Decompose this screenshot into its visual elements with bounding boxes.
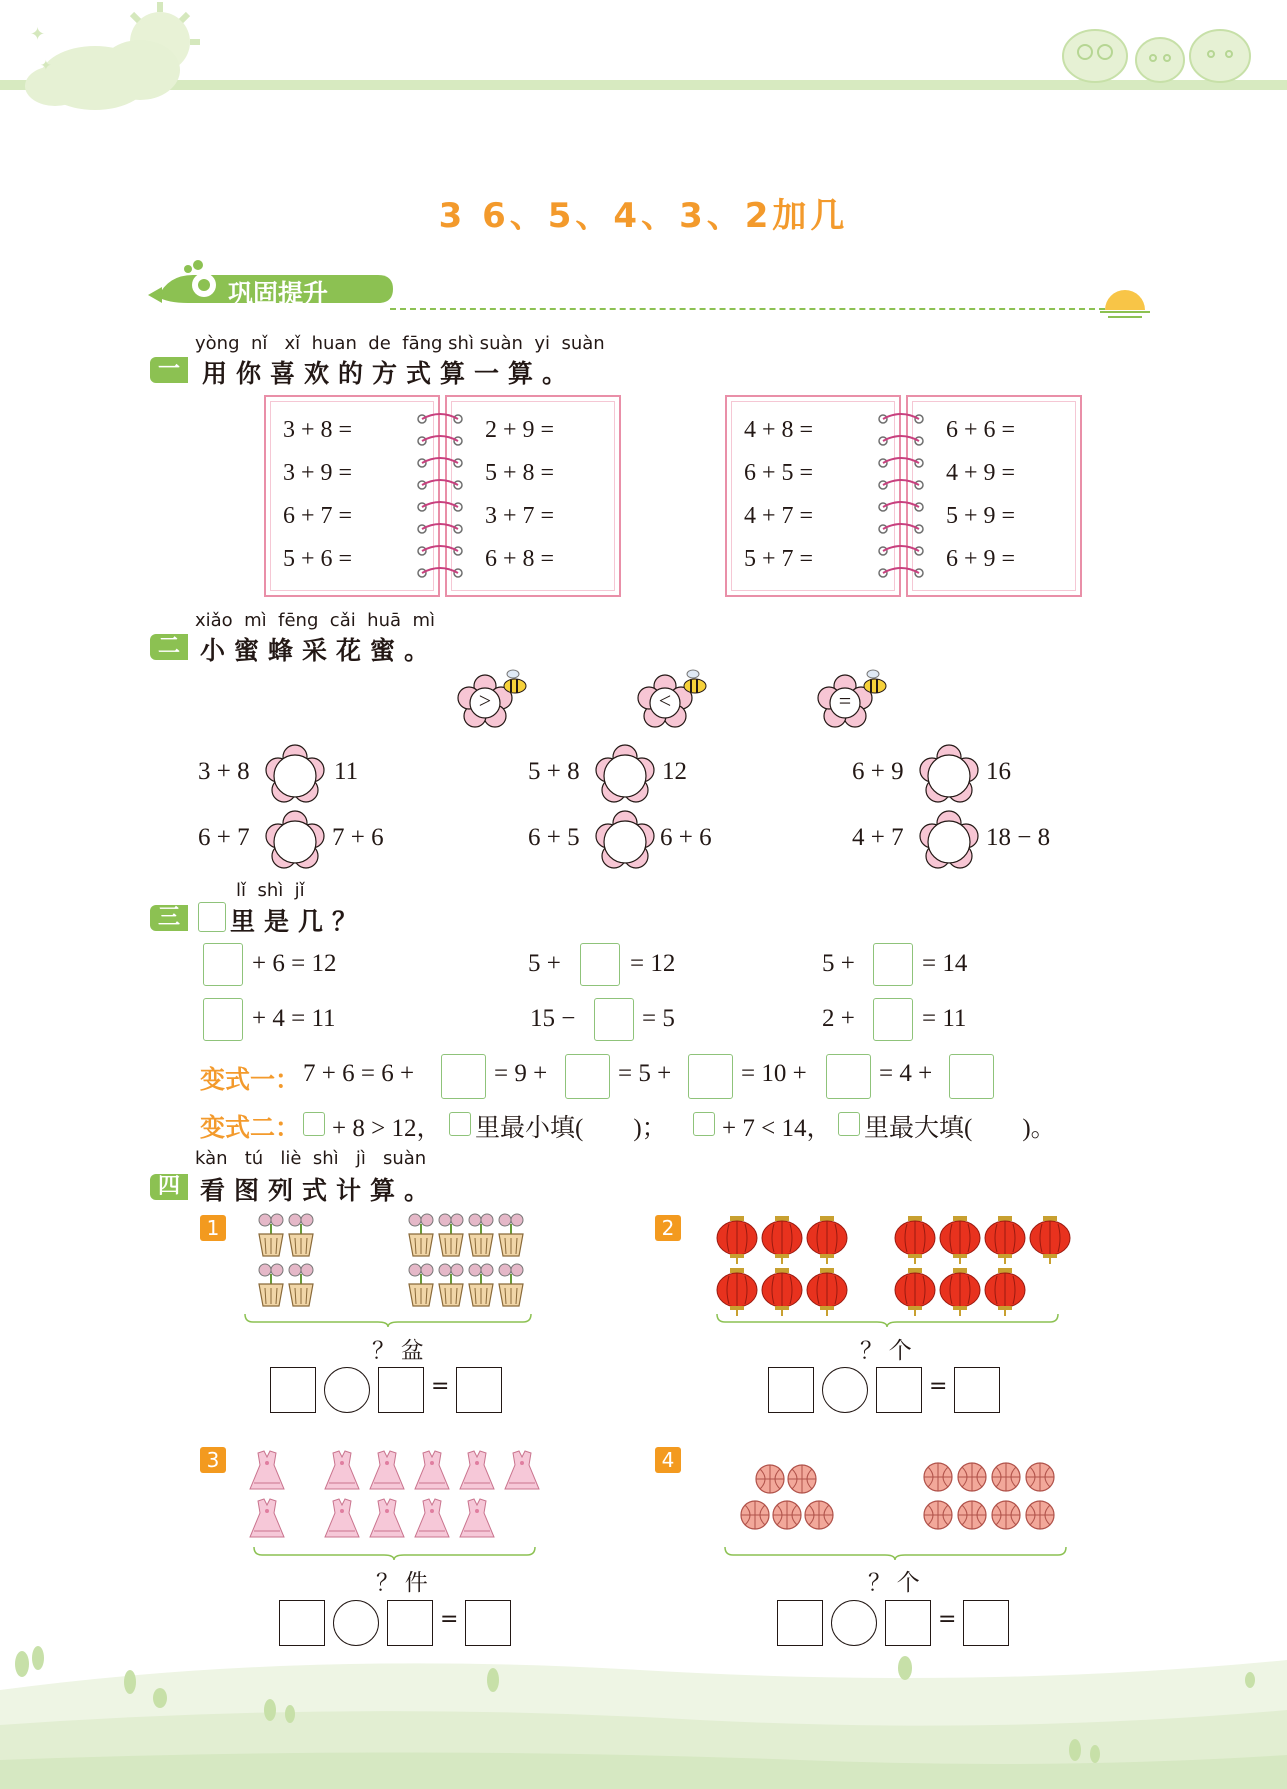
equation-text: + 6 = 12: [252, 950, 337, 977]
basketball-icons: [735, 1462, 1070, 1542]
footer-landscape: [0, 1630, 1287, 1789]
q1-calc: 5 + 8 =: [485, 460, 555, 486]
problem-caption: ？ 件: [376, 1570, 428, 1595]
variant-one-text: = 10 +: [741, 1060, 807, 1087]
equals-sign: =: [431, 1374, 450, 1399]
lantern-icons: [712, 1210, 1082, 1320]
answer-box[interactable]: [949, 1054, 994, 1099]
answer-box[interactable]: [826, 1054, 871, 1099]
equation-text: = 12: [630, 950, 676, 977]
q2-number: 二: [150, 634, 188, 660]
operator-circle[interactable]: [822, 1367, 868, 1413]
compare-left: 6 + 7: [198, 824, 250, 851]
problem-caption: ？ 个: [868, 1570, 920, 1595]
equation-text: = 5: [642, 1005, 675, 1032]
flower-answer-slot[interactable]: [918, 743, 980, 805]
q1-calc: 4 + 7 =: [744, 503, 814, 529]
variant-two-text: 里最大填( )。: [864, 1115, 1056, 1142]
variant-one-label: 变式一：: [200, 1065, 301, 1094]
q2-pinyin: xiǎo mì fēng cǎi huā mì: [195, 610, 436, 631]
answer-box[interactable]: [580, 943, 620, 986]
compare-right: 12: [662, 758, 687, 785]
q4-number: 四: [150, 1174, 188, 1200]
answer-box[interactable]: [873, 998, 913, 1041]
q1-pinyin: yòng nǐ xǐ huan de fāng shì suàn yi suàn: [195, 333, 605, 354]
flower-pot-icons: [250, 1212, 540, 1327]
sunrise-icon: [1100, 286, 1150, 322]
equation-text: = 14: [922, 950, 968, 977]
svg-text:✦: ✦: [30, 24, 46, 45]
compare-left: 3 + 8: [198, 758, 250, 785]
answer-box[interactable]: [449, 1112, 471, 1136]
q1-calc: 6 + 9 =: [946, 546, 1016, 572]
problem-caption: ？ 盆: [372, 1338, 424, 1363]
q4-instruction: 看图列式计算。: [200, 1176, 439, 1205]
compare-left: 5 + 8: [528, 758, 580, 785]
dress-icons: [245, 1445, 545, 1545]
variant-two-text: 里最小填( )；: [475, 1115, 667, 1142]
compare-right: 7 + 6: [332, 824, 384, 851]
compare-right: 16: [986, 758, 1011, 785]
q4-pinyin: kàn tú liè shì jì suàn: [195, 1148, 427, 1169]
answer-box[interactable]: [456, 1367, 502, 1413]
svg-text:✦: ✦: [40, 58, 52, 74]
q1-calc: 6 + 7 =: [283, 503, 353, 529]
answer-box[interactable]: [203, 943, 243, 986]
q3-number: 三: [150, 905, 188, 931]
q1-calc: 3 + 7 =: [485, 503, 555, 529]
q2-instruction: 小蜜蜂采花蜜。: [200, 636, 439, 665]
variant-one-text: = 9 +: [494, 1060, 548, 1087]
bracket-brace: [243, 1312, 533, 1328]
section-banner-label: 巩固提升: [228, 279, 329, 308]
q1-calc: 2 + 9 =: [485, 417, 555, 443]
variant-one-text: 7 + 6 = 6 +: [303, 1060, 415, 1087]
q1-calc: 6 + 5 =: [744, 460, 814, 486]
answer-box[interactable]: [378, 1367, 424, 1413]
sign-equal: =: [838, 688, 852, 713]
q1-instruction: 用你喜欢的方式算一算。: [202, 359, 577, 388]
operator-circle[interactable]: [324, 1367, 370, 1413]
q1-calc: 6 + 8 =: [485, 546, 555, 572]
answer-box[interactable]: [270, 1367, 316, 1413]
q1-calc: 6 + 6 =: [946, 417, 1016, 443]
variant-two-text: + 8 > 12，: [332, 1115, 442, 1142]
answer-box[interactable]: [873, 943, 913, 986]
equation-text: 5 +: [528, 950, 561, 977]
q3-instruction: 里是几？: [230, 907, 367, 936]
q1-calc: 3 + 9 =: [283, 460, 353, 486]
compare-right: 18 − 8: [986, 824, 1051, 851]
flower-answer-slot[interactable]: [918, 809, 980, 871]
flower-answer-slot[interactable]: [594, 743, 656, 805]
blank-box-icon: [198, 902, 226, 932]
compare-left: 6 + 9: [852, 758, 904, 785]
q1-calc: 4 + 9 =: [946, 460, 1016, 486]
flower-answer-slot[interactable]: [594, 809, 656, 871]
equation-text: + 4 = 11: [252, 1005, 336, 1032]
answer-box[interactable]: [693, 1112, 715, 1136]
q1-calc: 5 + 7 =: [744, 546, 814, 572]
flower-answer-slot[interactable]: [264, 743, 326, 805]
answer-box[interactable]: [876, 1367, 922, 1413]
problem-caption: ？ 个: [860, 1338, 912, 1363]
bracket-brace: [723, 1545, 1068, 1561]
answer-box[interactable]: [954, 1367, 1000, 1413]
animal-faces-decoration: [1055, 18, 1255, 88]
compare-right: 11: [334, 758, 359, 785]
answer-box[interactable]: [594, 998, 634, 1041]
variant-two-text: + 7 < 14，: [722, 1115, 832, 1142]
answer-box[interactable]: [441, 1054, 486, 1099]
sun-cloud-decoration: [0, 0, 230, 120]
q1-calc: 5 + 6 =: [283, 546, 353, 572]
equation-text: = 11: [922, 1005, 967, 1032]
compare-right: 6 + 6: [660, 824, 712, 851]
sign-less: <: [658, 688, 672, 713]
notebook-right-spiral: [873, 405, 929, 587]
section-divider: [390, 308, 1115, 310]
equals-sign: =: [929, 1374, 948, 1399]
q1-calc: 4 + 8 =: [744, 417, 814, 443]
answer-box[interactable]: [303, 1112, 325, 1136]
variant-one-text: = 5 +: [618, 1060, 672, 1087]
flower-answer-slot[interactable]: [264, 809, 326, 871]
bracket-brace: [715, 1312, 1060, 1328]
equals-sign: =: [938, 1607, 957, 1632]
answer-box[interactable]: [203, 998, 243, 1041]
equation-text: 15 −: [530, 1005, 576, 1032]
bracket-brace: [252, 1545, 537, 1561]
answer-box[interactable]: [768, 1367, 814, 1413]
answer-box[interactable]: [565, 1054, 610, 1099]
q3-pinyin: lǐ shì jǐ: [236, 880, 305, 901]
variant-two-label: 变式二：: [200, 1113, 301, 1142]
q1-calc: 3 + 8 =: [283, 417, 353, 443]
problem-number-badge: 4: [655, 1447, 681, 1473]
q1-calc: 5 + 9 =: [946, 503, 1016, 529]
q1-number: 一: [150, 357, 188, 383]
notebook-left-spiral: [412, 405, 468, 587]
page-title: 3 6、5、4、3、2加几: [438, 196, 849, 236]
equation-text: 2 +: [822, 1005, 855, 1032]
problem-number-badge: 2: [655, 1215, 681, 1241]
problem-number-badge: 1: [200, 1215, 226, 1241]
answer-box[interactable]: [688, 1054, 733, 1099]
sign-greater: >: [478, 688, 492, 713]
variant-one-text: = 4 +: [879, 1060, 933, 1087]
problem-number-badge: 3: [200, 1447, 226, 1473]
answer-box[interactable]: [838, 1112, 860, 1136]
equals-sign: =: [440, 1607, 459, 1632]
compare-left: 4 + 7: [852, 824, 904, 851]
equation-text: 5 +: [822, 950, 855, 977]
compare-left: 6 + 5: [528, 824, 580, 851]
